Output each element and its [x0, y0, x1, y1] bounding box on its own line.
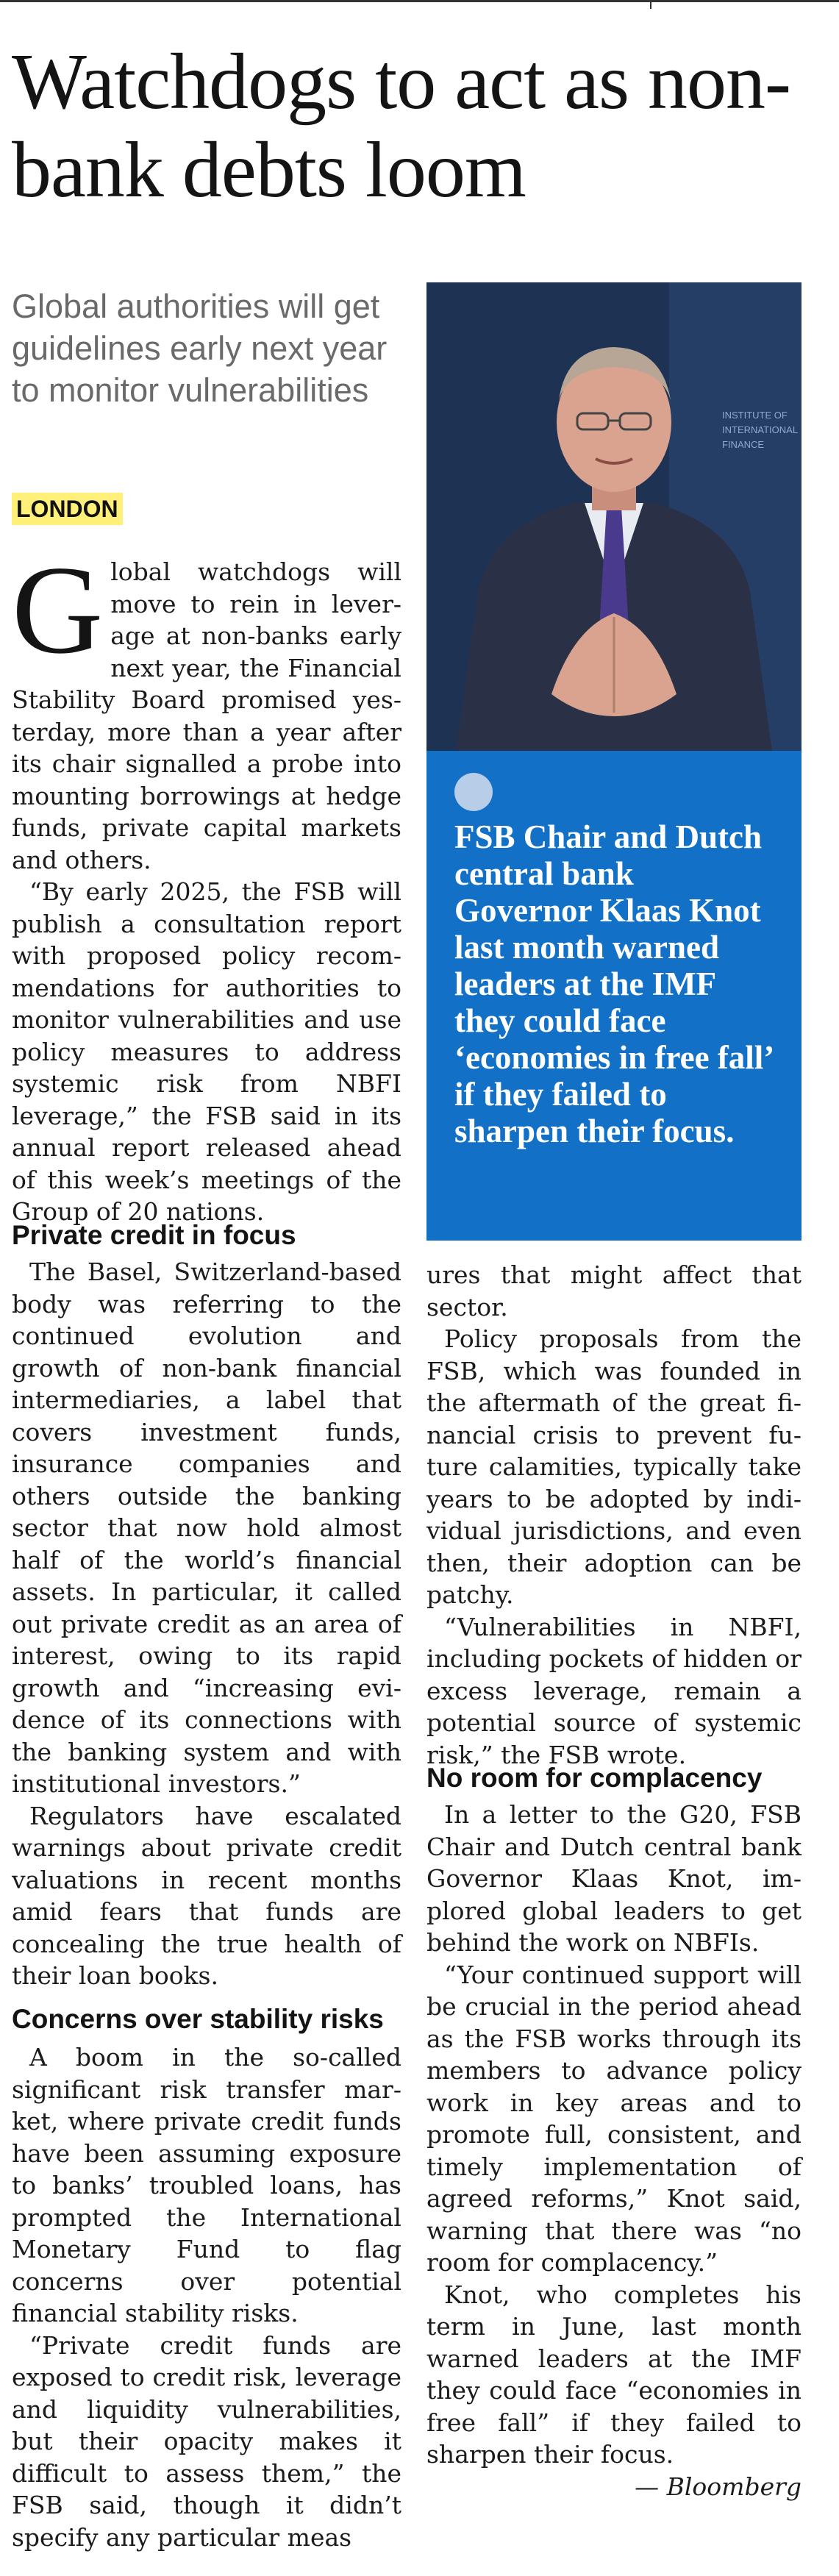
paragraph-policy-proposals: Policy proposals from the FSB, which was founded in the aftermath of the great financial crisis to prevent future calamities, typically take years to be adopted by individual jurisdictions, and even then, their adoption can be patchy. — [426, 1324, 801, 1609]
article-col-right — [426, 1259, 801, 1771]
svg-text:INTERNATIONAL: INTERNATIONAL — [722, 424, 799, 435]
caption-end: . — [726, 1113, 735, 1149]
paragraph-fsb-quote: “By early 2025, the FSB will publish a consultation report with proposed policy recommendations for authorities to monitor vulnerabilities and use policy measures to address systemic risk from NBFI leverage,” the FSB said in its annual report released ahead of this week’s meetings of the Group of 20 nations. — [12, 877, 401, 1226]
subhead-no-room: No room for complacency — [426, 1763, 763, 1793]
paragraph-private-credit-funds: “Private credit funds are exposed to credit risk, leverage and liquidity vulnerabilities, but their opacity makes it difficult to assess them,” the FSB said, though it didn’t specify any particular meas — [12, 2330, 401, 2552]
paragraph-vulnerabilities: “Vulnerabilities in NBFI, including pockets of hidden or excess leverage, remain a potential source of systemic risk,” the FSB wrote. — [426, 1612, 801, 1769]
lead-text: lobal watchdogs will move to rein in leverage at non-banks early next year, the Financial Stability Board promised yesterday, more than a year after its chair signalled a probe into mounting borrowings at hedge funds, private capital markets and others. — [12, 557, 401, 874]
knot-portrait — [426, 282, 801, 751]
paragraph-knot-quote: “Your continued support will be crucial in the period ahead as the FSB works through its members to advance policy work in key areas and to promote full, consistent, and timely implementation of agreed reforms,” Knot said, warning that there was “no room for complacency.” — [426, 1960, 801, 2277]
paragraph-continued: ures that might affect that sector. — [426, 1260, 801, 1321]
paragraph-regulators: Regulators have escalated warnings about private credit valuations in recent months amid fears that funds are concealing the true health of their loan books. — [12, 1801, 401, 1990]
svg-text:FINANCE: FINANCE — [722, 439, 765, 450]
photo-caption-box — [426, 751, 801, 1241]
article-intro — [12, 540, 401, 1228]
lead-paragraph — [12, 540, 401, 876]
article-col-left-lower — [12, 2041, 401, 2553]
caption-part2: last month warned leaders at the IMF they could face ‘economies in free fall’ if they failed to sharpen their focus — [454, 929, 772, 1149]
paragraph-letter-g20: In a letter to the G20, FSB Chair and Dutch central bank Governor Klaas Knot, implored global leaders to get behind the work on NBFIs. — [426, 1800, 801, 1957]
dateline: LONDON — [12, 493, 123, 525]
paragraph-knot-term: Knot, who completes his term in June, last month warned leaders at the IMF they could face “economies in free fall” if they failed to sharpen their focus. — [426, 2280, 801, 2469]
article-col-left — [12, 1256, 401, 1992]
caption-part1: FSB Chair and Dutch central bank Governor Klaas Knot — [454, 818, 763, 929]
paragraph-risk-transfer: A boom in the so-called significant risk transfer market, where private credit funds have been assuming exposure to banks’ troubled loans, has prompted the International Monetary Fund to flag concerns over potential financial stability risks. — [12, 2043, 401, 2327]
drop-cap: G — [12, 540, 104, 680]
headline: Watchdogs to act as non-bank debts loom — [12, 38, 791, 214]
article-col-right-lower — [426, 1799, 801, 2502]
knot-photo — [426, 282, 801, 751]
subhead-stability-risks: Concerns over stability risks — [12, 2004, 384, 2034]
subhead-private-credit: Private credit in focus — [12, 1220, 296, 1250]
svg-text:INSTITUTE OF: INSTITUTE OF — [722, 410, 788, 421]
caption-bullet-icon — [454, 773, 493, 811]
deck: Global authorities will get guidelines early next year to monitor vulnerabilities — [12, 288, 388, 409]
top-rule — [0, 0, 839, 2]
photo-caption — [454, 818, 778, 1149]
byline: — Bloomberg — [635, 2472, 801, 2501]
top-rule-tick — [650, 0, 651, 9]
paragraph-basel: The Basel, Switzerland-based body was referring to the continued evolution and growth of non-bank financial intermediaries, a label that covers investment funds, insurance companies and others outside the banking sector that now hold almost half of the world’s financial assets. In particular, it called out private credit as an area of interest, owing to its rapid growth and “increasing evidence of its connections with the banking system and with institutional investors.” — [12, 1257, 401, 1798]
